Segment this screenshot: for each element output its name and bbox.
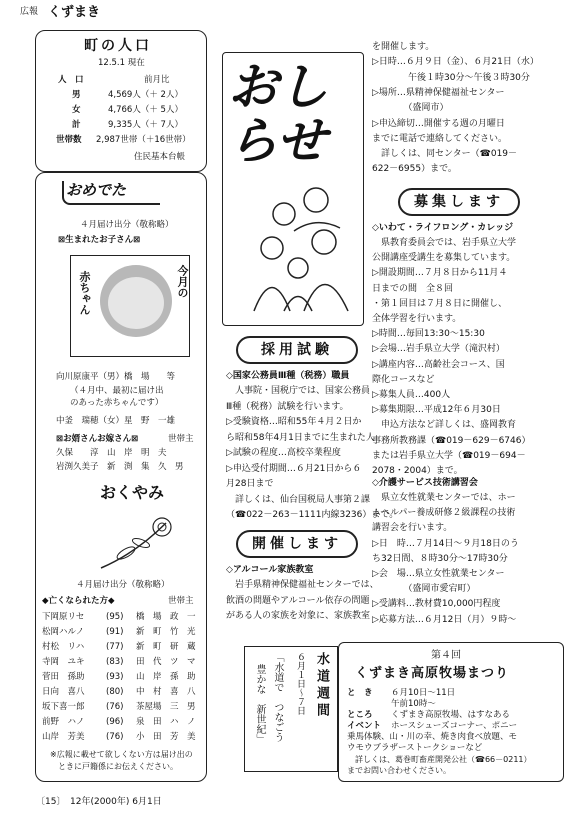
okuyami-heading: ◆亡くなられた方◆ [42, 596, 115, 606]
text-line: 全体学習を行います。 [372, 314, 462, 324]
population-row-value: 9,335人（＋ 7人） [108, 120, 183, 130]
population-row-label: 計 [72, 120, 81, 130]
text-line: がある人の家族を対象に、家族教室 [226, 611, 371, 621]
okuyami-name: 坂下喜一郎 [42, 702, 85, 712]
boshu-heading-college: ◇いわて・ライフロング・カレッジ [372, 223, 514, 233]
text-line: 日までの間 全８回 [372, 283, 454, 294]
brand-title: くずまき [48, 5, 101, 20]
text-line: 人事院・国税庁では、国家公務員 [226, 386, 371, 396]
text-line: （☎022－263－1111内線3236）まで。 [226, 510, 399, 520]
text-line: 事務所教務課（☎019－629－6746） [372, 435, 531, 446]
text-line: ▷会 場…県立女性就業センター [372, 569, 505, 579]
text-line: ▷受講料…教材費10,000円程度 [372, 599, 501, 610]
text-line: 622－6955）まで。 [372, 164, 457, 175]
okuyami-hh: 泉 田 ハ ノ [136, 717, 196, 727]
okuyami-hh: 山 岸 孫 助 [136, 672, 196, 682]
kaisai-heading: ◇アルコール家族教室 [226, 565, 314, 575]
suido-title: 水道週間 [314, 652, 329, 720]
population-source: 住民基本台帳 [134, 152, 186, 162]
okuyami-title: おくやみ [100, 483, 165, 502]
births-heading: ⊠生まれたお子さん⊠ [58, 235, 141, 245]
text-line: ▷募集期限…平成12年６月30日 [372, 405, 501, 416]
text-line: 際化コースなど [372, 374, 435, 385]
population-head-label: 人 口 [58, 75, 84, 85]
text-line: Ⅲ種（税務）試験を行います。 [226, 401, 349, 412]
family-illustration-icon [244, 186, 354, 316]
okuyami-hh: 中 村 喜 八 [136, 687, 196, 697]
population-row-label: 男 [72, 90, 81, 100]
text-line: ▷募集人員…400人 [372, 390, 451, 400]
okuyami-hh: 小 田 芳 美 [136, 732, 196, 742]
text-line: 岩手県精神保健福祉センターでは、 [226, 580, 379, 590]
festival-row-value: ウモウブラザーストークショーなど [347, 743, 483, 753]
omedeta-note: ４月届け出分（敬称略） [80, 220, 174, 230]
marriage-heading: ⊠お婿さんお嫁さん⊠ [56, 434, 139, 444]
baby-note: のあった赤ちゃんです） [70, 398, 164, 408]
kaisai-pill: 開催します [236, 530, 358, 558]
text-line: 月28日まで [226, 479, 274, 489]
population-row-value: 4,569人（＋ 2人） [108, 90, 183, 100]
okuyami-footnote: ※広報に載せて欲しくない方は届け出の [50, 750, 193, 759]
population-row-label: 女 [72, 105, 81, 115]
text-line: ▷試験の程度…高校卒業程度 [226, 448, 341, 458]
festival-contact: までお問い合わせください。 [347, 766, 451, 775]
population-head-prev: 前月比 [144, 75, 170, 85]
text-line: ムヘルパー養成研修２級課程の技術 [372, 508, 516, 519]
population-date: 12.5.1 現在 [98, 58, 145, 68]
boshu-pill: 募集します [398, 188, 520, 216]
couple-entry: 岩渕久美子 新 渕 集 久 男 [56, 462, 184, 472]
festival-row-label: ところ [347, 710, 373, 720]
festival-row-value: ホースシューズコーナー、ポニー [391, 721, 518, 731]
festival-edition: 第４回 [431, 650, 461, 661]
festival-row-value: ６月10日〜11日 [391, 688, 456, 698]
text-line: （盛岡市愛宕町） [372, 584, 476, 595]
festival-row-value: 午前10時〜 [391, 699, 436, 709]
okuyami-name: 山岸 芳美 [42, 732, 85, 742]
festival-row-label: イベント [347, 721, 382, 731]
text-line: （盛岡市） [372, 103, 449, 114]
text-line: ▷応募方法…６月12日（月）９時〜 [372, 614, 517, 625]
couple-entry: 久保 淳 山 岸 明 夫 [56, 448, 167, 458]
flower-icon [96, 513, 176, 573]
text-line: を開催します。 [372, 42, 435, 52]
population-row-value: 4,766人（＋ 5人） [108, 105, 183, 115]
marriage-householder: 世帯主 [168, 434, 194, 444]
okuyami-name: 下岡原リセ [42, 612, 85, 622]
baby-entry: 向川原康平（男）橋 場 等 [56, 372, 176, 382]
okuyami-age: (76) [106, 732, 124, 742]
okuyami-age: (83) [106, 657, 124, 667]
okuyami-age: (80) [106, 687, 124, 697]
omedeta-title: おめでた [66, 181, 127, 199]
festival-row-label: と き [347, 688, 373, 698]
footer-page: 〔15〕 [36, 797, 66, 807]
text-line: 県立女性就業センターでは、ホー [372, 493, 516, 503]
text-line: 公開講座受講生を募集しています。 [372, 253, 516, 264]
okuyami-name: 松岡ハルノ [42, 627, 85, 637]
okuyami-footnote: ときに戸籍係にお伝えください。 [58, 762, 178, 771]
population-title: 町の人口 [84, 38, 152, 54]
population-row-value: 2,987世帯（＋16世帯） [96, 135, 191, 145]
festival-box [338, 642, 564, 782]
okuyami-age: (93) [106, 672, 124, 682]
suido-slogan: 豊かな 新世紀」 [254, 664, 265, 744]
saiyo-pill: 採用試験 [236, 336, 358, 364]
footer-date: 12年(2000年) 6月1日 [70, 797, 162, 807]
oshirase-title: らせ [228, 112, 327, 170]
okuyami-name: 日向 喜八 [42, 687, 85, 697]
text-line: 2078・2004）まで。 [372, 466, 463, 476]
okuyami-householder: 世帯主 [168, 596, 194, 606]
okuyami-name: 村松 リハ [42, 642, 85, 652]
text-line: ・第１回目は７月８日に開催し、 [372, 298, 508, 309]
okuyami-age: (95) [106, 612, 124, 622]
text-line: ▷開設期間…７月８日から11月４ [372, 268, 508, 279]
text-line: 詳しくは、仙台国税局人事第２課 [226, 494, 371, 505]
okuyami-hh: 田 代 ツ マ [136, 657, 196, 667]
text-line: 詳しくは、同センター（☎019－ [372, 149, 518, 160]
festival-row-value: くずまき高原牧場、はすなある [391, 710, 511, 720]
okuyami-hh: 新 町 竹 光 [136, 627, 196, 637]
suido-slogan: 「水道で つなごう [272, 652, 283, 742]
text-line: 講習会を行います。 [372, 523, 453, 534]
text-line: ▷日時…６月９日（金）、６月21日（水） [372, 57, 539, 68]
baby-face-icon [108, 277, 164, 329]
okuyami-hh: 新 町 研 蔵 [136, 642, 196, 652]
okuyami-age: (77) [106, 642, 124, 652]
text-line: ▷会場…岩手県立大学（滝沢村） [372, 344, 505, 355]
text-line: ▷日 時…７月14日〜９月18日のう [372, 538, 519, 549]
oshirase-title: おし [228, 58, 328, 116]
text-line: 午後１時30分〜午後３時30分 [372, 72, 530, 83]
text-line: ▷受験資格…昭和55年４月２日か [226, 417, 362, 427]
suido-dates: ６月１日〜７日 [295, 652, 305, 715]
population-row-label: 世帯数 [56, 135, 82, 145]
baby-note: （４月中、最初に届け出 [70, 386, 164, 396]
text-line: ▷申込受付期間…６月21日から６ [226, 463, 362, 474]
population-box [35, 30, 207, 172]
text-line: 県教育委員会では、岩手県立大学 [372, 238, 517, 248]
okuyami-age: (91) [106, 627, 124, 637]
text-line: ▷時間…毎回13:30〜15:30 [372, 329, 485, 340]
text-line: ち32日間、８時30分〜17時30分 [372, 553, 508, 564]
okuyami-hh: 橋 場 政 一 [136, 612, 196, 622]
okuyami-note: ４月届け出分（敬称略） [76, 580, 170, 590]
okuyami-age: (96) [106, 717, 124, 727]
saiyo-heading: ◇国家公務員Ⅲ種（税務）職員 [226, 371, 350, 381]
text-line: ら昭和58年4月1日までに生まれた人 [226, 432, 375, 443]
text-line: までに電話で連絡してください。 [372, 133, 508, 144]
text-line: ▷場所…県精神保健福祉センター [372, 87, 505, 98]
text-line: 飲酒の問題やアルコール依存の問題 [226, 595, 370, 606]
baby-sign: 今月の [176, 265, 189, 298]
festival-row-value: 乗馬体験、山・川の幸、焼き肉食べ放題、モ [347, 732, 518, 742]
brand-small: 広報 [20, 7, 39, 17]
announcements-box [35, 172, 207, 782]
birth-entry: 中釜 瑞穂（女）星 野 一雄 [56, 416, 176, 426]
text-line: 申込方法など詳しくは、盛岡教育 [372, 420, 517, 431]
okuyami-age: (76) [106, 702, 124, 712]
okuyami-name: 菅田 孫助 [42, 672, 85, 682]
festival-title: くずまき高原牧場まつり [355, 666, 510, 681]
boshu-heading-kaigo: ◇介護サービス技術講習会 [372, 478, 478, 488]
text-line: または岩手県立大学（☎019－694－ [372, 450, 526, 461]
text-line: ▷申込締切…開催する週の月曜日 [372, 118, 505, 129]
festival-contact: 詳しくは、葛巻町畜産開発公社（☎66－0211） [347, 755, 532, 764]
text-line: ▷講座内容…高齢社会コース、国 [372, 359, 505, 370]
okuyami-name: 寺岡 ユキ [42, 657, 85, 667]
okuyami-hh: 茶屋場 三 男 [136, 702, 196, 712]
okuyami-name: 前野 ハノ [42, 717, 85, 727]
baby-label: 赤ちゃん [78, 271, 91, 315]
